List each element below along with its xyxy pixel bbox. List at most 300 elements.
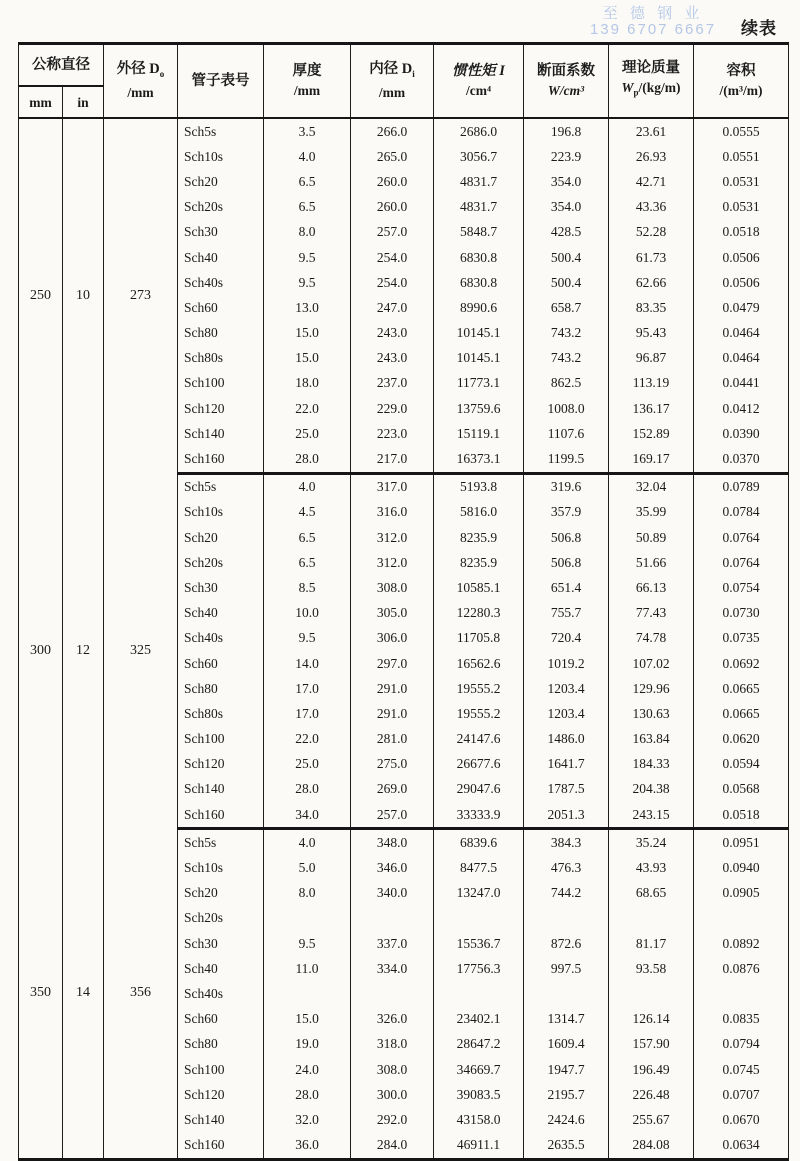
value-cell: 95.43 [609, 321, 694, 346]
value-cell: 1008.0 [524, 396, 609, 421]
value-cell: 872.6 [524, 931, 609, 956]
value-cell: 15.0 [264, 346, 351, 371]
value-cell: 6830.8 [434, 270, 524, 295]
value-cell: 2424.6 [524, 1107, 609, 1132]
schedule-cell: Sch60 [178, 295, 264, 320]
value-cell [264, 981, 351, 1006]
value-cell: 8.0 [264, 220, 351, 245]
value-cell: 476.3 [524, 855, 609, 880]
value-cell: 0.0692 [694, 651, 789, 676]
value-cell: 42.71 [609, 169, 694, 194]
value-cell: 19555.2 [434, 676, 524, 701]
value-cell: 223.9 [524, 144, 609, 169]
value-cell: 284.0 [351, 1133, 434, 1160]
value-cell: 11773.1 [434, 371, 524, 396]
schedule-cell: Sch10s [178, 855, 264, 880]
value-cell [434, 906, 524, 931]
value-cell: 0.0735 [694, 626, 789, 651]
schedule-cell: Sch80s [178, 346, 264, 371]
value-cell: 0.0531 [694, 169, 789, 194]
header-nominal-in: in [63, 86, 104, 118]
value-cell: 74.78 [609, 626, 694, 651]
value-cell: 35.99 [609, 500, 694, 525]
value-cell [351, 906, 434, 931]
value-cell: 113.19 [609, 371, 694, 396]
schedule-cell: Sch120 [178, 752, 264, 777]
value-cell: 226.48 [609, 1082, 694, 1107]
header-nominal-diameter: 公称直径 [19, 44, 104, 87]
value-cell: 28.0 [264, 446, 351, 473]
value-cell: 2195.7 [524, 1082, 609, 1107]
schedule-cell: Sch100 [178, 1057, 264, 1082]
value-cell: 340.0 [351, 881, 434, 906]
value-cell: 4.5 [264, 500, 351, 525]
value-cell: 357.9 [524, 500, 609, 525]
value-cell: 0.0835 [694, 1007, 789, 1032]
value-cell: 4831.7 [434, 195, 524, 220]
value-cell: 6.5 [264, 169, 351, 194]
value-cell: 862.5 [524, 371, 609, 396]
value-cell: 130.63 [609, 701, 694, 726]
nominal-mm-cell: 250 [19, 118, 63, 473]
value-cell: 52.28 [609, 220, 694, 245]
value-cell [609, 981, 694, 1006]
schedule-cell: Sch140 [178, 421, 264, 446]
value-cell [434, 981, 524, 1006]
value-cell: 291.0 [351, 676, 434, 701]
value-cell: 10145.1 [434, 346, 524, 371]
schedule-cell: Sch5s [178, 829, 264, 856]
schedule-cell: Sch40s [178, 626, 264, 651]
value-cell: 0.0876 [694, 956, 789, 981]
value-cell: 237.0 [351, 371, 434, 396]
value-cell: 1787.5 [524, 777, 609, 802]
value-cell: 257.0 [351, 802, 434, 829]
schedule-cell: Sch40 [178, 245, 264, 270]
schedule-cell: Sch40s [178, 981, 264, 1006]
value-cell [524, 981, 609, 1006]
pipe-spec-table [18, 42, 789, 1161]
value-cell: 35.24 [609, 829, 694, 856]
value-cell: 28.0 [264, 1082, 351, 1107]
header-section-modulus: 断面系数 W/cm³ [524, 44, 609, 119]
value-cell: 18.0 [264, 371, 351, 396]
value-cell: 0.0707 [694, 1082, 789, 1107]
schedule-cell: Sch80 [178, 321, 264, 346]
nominal-mm-cell: 350 [19, 829, 63, 1159]
value-cell: 169.17 [609, 446, 694, 473]
value-cell: 0.0789 [694, 473, 789, 500]
value-cell: 96.87 [609, 346, 694, 371]
table-row [19, 829, 789, 856]
value-cell: 306.0 [351, 626, 434, 651]
schedule-cell: Sch160 [178, 802, 264, 829]
watermark-phone: 139 6707 6667 [589, 21, 717, 38]
schedule-cell: Sch10s [178, 500, 264, 525]
table-body [19, 118, 789, 1159]
value-cell: 19.0 [264, 1032, 351, 1057]
value-cell: 10.0 [264, 601, 351, 626]
value-cell: 243.15 [609, 802, 694, 829]
schedule-cell: Sch20 [178, 881, 264, 906]
header-outer-diameter: 外径 $D_o$ /mm [104, 44, 178, 119]
value-cell: 217.0 [351, 446, 434, 473]
value-cell: 0.0764 [694, 525, 789, 550]
schedule-cell: Sch80 [178, 1032, 264, 1057]
value-cell: 0.0441 [694, 371, 789, 396]
value-cell: 0.0951 [694, 829, 789, 856]
value-cell: 506.8 [524, 550, 609, 575]
value-cell: 291.0 [351, 701, 434, 726]
schedule-cell: Sch100 [178, 727, 264, 752]
value-cell: 6839.6 [434, 829, 524, 856]
value-cell: 28647.2 [434, 1032, 524, 1057]
header-volume: 容积 /(m³/m) [694, 44, 789, 119]
schedule-cell: Sch20 [178, 525, 264, 550]
value-cell: 317.0 [351, 473, 434, 500]
value-cell: 1486.0 [524, 727, 609, 752]
value-cell: 319.6 [524, 473, 609, 500]
value-cell: 2686.0 [434, 118, 524, 144]
value-cell: 8235.9 [434, 525, 524, 550]
value-cell: 22.0 [264, 727, 351, 752]
value-cell: 312.0 [351, 550, 434, 575]
header-moment-of-inertia: 惯性矩 I /cm⁴ [434, 44, 524, 119]
value-cell: 354.0 [524, 195, 609, 220]
value-cell: 17.0 [264, 676, 351, 701]
schedule-cell: Sch140 [178, 1107, 264, 1132]
value-cell: 26677.6 [434, 752, 524, 777]
value-cell: 243.0 [351, 346, 434, 371]
value-cell: 1107.6 [524, 421, 609, 446]
header-theoretical-mass: 理论质量 $W_p/(kg/m)$ [609, 44, 694, 119]
schedule-cell: Sch40s [178, 270, 264, 295]
value-cell: 326.0 [351, 1007, 434, 1032]
value-cell: 0.0479 [694, 295, 789, 320]
value-cell: 34.0 [264, 802, 351, 829]
value-cell: 223.0 [351, 421, 434, 446]
value-cell: 13247.0 [434, 881, 524, 906]
value-cell: 34669.7 [434, 1057, 524, 1082]
value-cell: 506.8 [524, 525, 609, 550]
schedule-cell: Sch10s [178, 144, 264, 169]
value-cell: 0.0730 [694, 601, 789, 626]
value-cell: 0.0518 [694, 220, 789, 245]
value-cell: 0.0551 [694, 144, 789, 169]
value-cell: 1199.5 [524, 446, 609, 473]
value-cell: 32.0 [264, 1107, 351, 1132]
value-cell [694, 906, 789, 931]
value-cell: 15.0 [264, 321, 351, 346]
value-cell [609, 906, 694, 931]
value-cell: 39083.5 [434, 1082, 524, 1107]
value-cell: 354.0 [524, 169, 609, 194]
schedule-cell: Sch20 [178, 169, 264, 194]
nominal-mm-cell: 300 [19, 473, 63, 829]
schedule-cell: Sch20s [178, 195, 264, 220]
value-cell: 0.0745 [694, 1057, 789, 1082]
value-cell: 257.0 [351, 220, 434, 245]
value-cell: 284.08 [609, 1133, 694, 1160]
value-cell: 651.4 [524, 575, 609, 600]
value-cell: 334.0 [351, 956, 434, 981]
value-cell: 266.0 [351, 118, 434, 144]
value-cell: 254.0 [351, 270, 434, 295]
value-cell: 337.0 [351, 931, 434, 956]
value-cell: 658.7 [524, 295, 609, 320]
value-cell: 308.0 [351, 575, 434, 600]
value-cell: 318.0 [351, 1032, 434, 1057]
value-cell: 14.0 [264, 651, 351, 676]
schedule-cell: Sch60 [178, 651, 264, 676]
header-nominal-mm: mm [19, 86, 63, 118]
outer-diameter-cell: 273 [104, 118, 178, 473]
watermark-company: 至 德 钢 业 [602, 5, 704, 22]
value-cell: 6.5 [264, 195, 351, 220]
nominal-in-cell: 12 [63, 473, 104, 829]
schedule-cell: Sch160 [178, 1133, 264, 1160]
schedule-cell: Sch120 [178, 396, 264, 421]
value-cell [694, 981, 789, 1006]
value-cell: 500.4 [524, 270, 609, 295]
nominal-in-cell: 10 [63, 118, 104, 473]
value-cell: 0.0390 [694, 421, 789, 446]
schedule-cell: Sch100 [178, 371, 264, 396]
value-cell: 51.66 [609, 550, 694, 575]
value-cell: 1314.7 [524, 1007, 609, 1032]
value-cell: 43.36 [609, 195, 694, 220]
schedule-cell: Sch5s [178, 118, 264, 144]
schedule-cell: Sch30 [178, 575, 264, 600]
value-cell: 6.5 [264, 525, 351, 550]
value-cell: 8235.9 [434, 550, 524, 575]
value-cell: 26.93 [609, 144, 694, 169]
value-cell: 254.0 [351, 245, 434, 270]
value-cell: 29047.6 [434, 777, 524, 802]
header-thickness: 厚度 /mm [264, 44, 351, 119]
value-cell: 0.0370 [694, 446, 789, 473]
value-cell: 5816.0 [434, 500, 524, 525]
value-cell: 15536.7 [434, 931, 524, 956]
value-cell: 1203.4 [524, 701, 609, 726]
value-cell: 8990.6 [434, 295, 524, 320]
value-cell: 428.5 [524, 220, 609, 245]
header-schedule: 管子表号 [178, 44, 264, 119]
value-cell: 255.67 [609, 1107, 694, 1132]
value-cell: 25.0 [264, 421, 351, 446]
value-cell: 247.0 [351, 295, 434, 320]
value-cell: 50.89 [609, 525, 694, 550]
value-cell: 0.0892 [694, 931, 789, 956]
value-cell: 0.0634 [694, 1133, 789, 1160]
schedule-cell: Sch5s [178, 473, 264, 500]
value-cell: 0.0940 [694, 855, 789, 880]
header-inner-diameter: 内径 $D_i$ /mm [351, 44, 434, 119]
value-cell: 305.0 [351, 601, 434, 626]
watermark [558, 6, 748, 38]
value-cell: 126.14 [609, 1007, 694, 1032]
value-cell: 500.4 [524, 245, 609, 270]
schedule-cell: Sch80s [178, 701, 264, 726]
value-cell: 157.90 [609, 1032, 694, 1057]
value-cell: 17756.3 [434, 956, 524, 981]
schedule-cell: Sch30 [178, 220, 264, 245]
value-cell: 265.0 [351, 144, 434, 169]
value-cell: 43.93 [609, 855, 694, 880]
value-cell: 1947.7 [524, 1057, 609, 1082]
value-cell: 0.0794 [694, 1032, 789, 1057]
value-cell: 3056.7 [434, 144, 524, 169]
value-cell: 300.0 [351, 1082, 434, 1107]
value-cell: 3.5 [264, 118, 351, 144]
value-cell: 8477.5 [434, 855, 524, 880]
value-cell: 744.2 [524, 881, 609, 906]
value-cell: 0.0568 [694, 777, 789, 802]
value-cell: 10145.1 [434, 321, 524, 346]
value-cell: 0.0665 [694, 701, 789, 726]
schedule-cell: Sch160 [178, 446, 264, 473]
value-cell: 0.0531 [694, 195, 789, 220]
value-cell: 0.0905 [694, 881, 789, 906]
schedule-cell: Sch20s [178, 906, 264, 931]
value-cell: 1203.4 [524, 676, 609, 701]
value-cell: 281.0 [351, 727, 434, 752]
value-cell: 152.89 [609, 421, 694, 446]
value-cell: 33333.9 [434, 802, 524, 829]
value-cell: 93.58 [609, 956, 694, 981]
value-cell: 260.0 [351, 169, 434, 194]
value-cell: 204.38 [609, 777, 694, 802]
value-cell: 229.0 [351, 396, 434, 421]
value-cell: 163.84 [609, 727, 694, 752]
value-cell: 11705.8 [434, 626, 524, 651]
value-cell: 196.49 [609, 1057, 694, 1082]
value-cell: 107.02 [609, 651, 694, 676]
value-cell: 4.0 [264, 829, 351, 856]
value-cell: 24.0 [264, 1057, 351, 1082]
value-cell: 9.5 [264, 931, 351, 956]
value-cell: 1019.2 [524, 651, 609, 676]
value-cell: 6.5 [264, 550, 351, 575]
value-cell [524, 906, 609, 931]
value-cell: 9.5 [264, 245, 351, 270]
value-cell: 25.0 [264, 752, 351, 777]
value-cell: 292.0 [351, 1107, 434, 1132]
schedule-cell: Sch30 [178, 931, 264, 956]
value-cell: 8.0 [264, 881, 351, 906]
value-cell: 12280.3 [434, 601, 524, 626]
value-cell: 9.5 [264, 270, 351, 295]
value-cell: 0.0518 [694, 802, 789, 829]
value-cell: 0.0506 [694, 245, 789, 270]
value-cell: 243.0 [351, 321, 434, 346]
value-cell: 5848.7 [434, 220, 524, 245]
value-cell: 32.04 [609, 473, 694, 500]
value-cell: 129.96 [609, 676, 694, 701]
value-cell: 0.0555 [694, 118, 789, 144]
value-cell: 8.5 [264, 575, 351, 600]
value-cell [351, 981, 434, 1006]
value-cell: 997.5 [524, 956, 609, 981]
value-cell: 269.0 [351, 777, 434, 802]
value-cell: 1641.7 [524, 752, 609, 777]
value-cell: 308.0 [351, 1057, 434, 1082]
value-cell: 0.0464 [694, 346, 789, 371]
value-cell: 743.2 [524, 346, 609, 371]
value-cell: 2635.5 [524, 1133, 609, 1160]
value-cell: 16373.1 [434, 446, 524, 473]
schedule-cell: Sch20s [178, 550, 264, 575]
value-cell: 28.0 [264, 777, 351, 802]
value-cell: 68.65 [609, 881, 694, 906]
value-cell: 0.0754 [694, 575, 789, 600]
pipe-spec-table-wrap [18, 42, 789, 1161]
value-cell: 19555.2 [434, 701, 524, 726]
value-cell: 0.0506 [694, 270, 789, 295]
nominal-in-cell: 14 [63, 829, 104, 1159]
value-cell: 6830.8 [434, 245, 524, 270]
value-cell: 81.17 [609, 931, 694, 956]
value-cell: 196.8 [524, 118, 609, 144]
continued-table-label: 续表 [741, 19, 777, 38]
value-cell: 36.0 [264, 1133, 351, 1160]
value-cell: 297.0 [351, 651, 434, 676]
value-cell: 260.0 [351, 195, 434, 220]
value-cell [264, 906, 351, 931]
schedule-cell: Sch60 [178, 1007, 264, 1032]
value-cell: 0.0784 [694, 500, 789, 525]
value-cell: 0.0412 [694, 396, 789, 421]
schedule-cell: Sch140 [178, 777, 264, 802]
value-cell: 13.0 [264, 295, 351, 320]
value-cell: 13759.6 [434, 396, 524, 421]
value-cell: 9.5 [264, 626, 351, 651]
value-cell: 83.35 [609, 295, 694, 320]
value-cell: 4.0 [264, 473, 351, 500]
value-cell: 316.0 [351, 500, 434, 525]
value-cell: 11.0 [264, 956, 351, 981]
value-cell: 5.0 [264, 855, 351, 880]
value-cell: 16562.6 [434, 651, 524, 676]
value-cell: 5193.8 [434, 473, 524, 500]
value-cell: 4.0 [264, 144, 351, 169]
value-cell: 77.43 [609, 601, 694, 626]
value-cell: 0.0665 [694, 676, 789, 701]
value-cell: 15119.1 [434, 421, 524, 446]
value-cell: 0.0670 [694, 1107, 789, 1132]
schedule-cell: Sch40 [178, 601, 264, 626]
value-cell: 720.4 [524, 626, 609, 651]
outer-diameter-cell: 325 [104, 473, 178, 829]
value-cell: 346.0 [351, 855, 434, 880]
value-cell: 2051.3 [524, 802, 609, 829]
value-cell: 0.0764 [694, 550, 789, 575]
value-cell: 0.0594 [694, 752, 789, 777]
schedule-cell: Sch40 [178, 956, 264, 981]
value-cell: 0.0620 [694, 727, 789, 752]
value-cell: 23402.1 [434, 1007, 524, 1032]
table-header [19, 44, 789, 119]
value-cell: 17.0 [264, 701, 351, 726]
value-cell: 755.7 [524, 601, 609, 626]
schedule-cell: Sch120 [178, 1082, 264, 1107]
value-cell: 23.61 [609, 118, 694, 144]
value-cell: 15.0 [264, 1007, 351, 1032]
value-cell: 22.0 [264, 396, 351, 421]
value-cell: 46911.1 [434, 1133, 524, 1160]
value-cell: 312.0 [351, 525, 434, 550]
value-cell: 61.73 [609, 245, 694, 270]
